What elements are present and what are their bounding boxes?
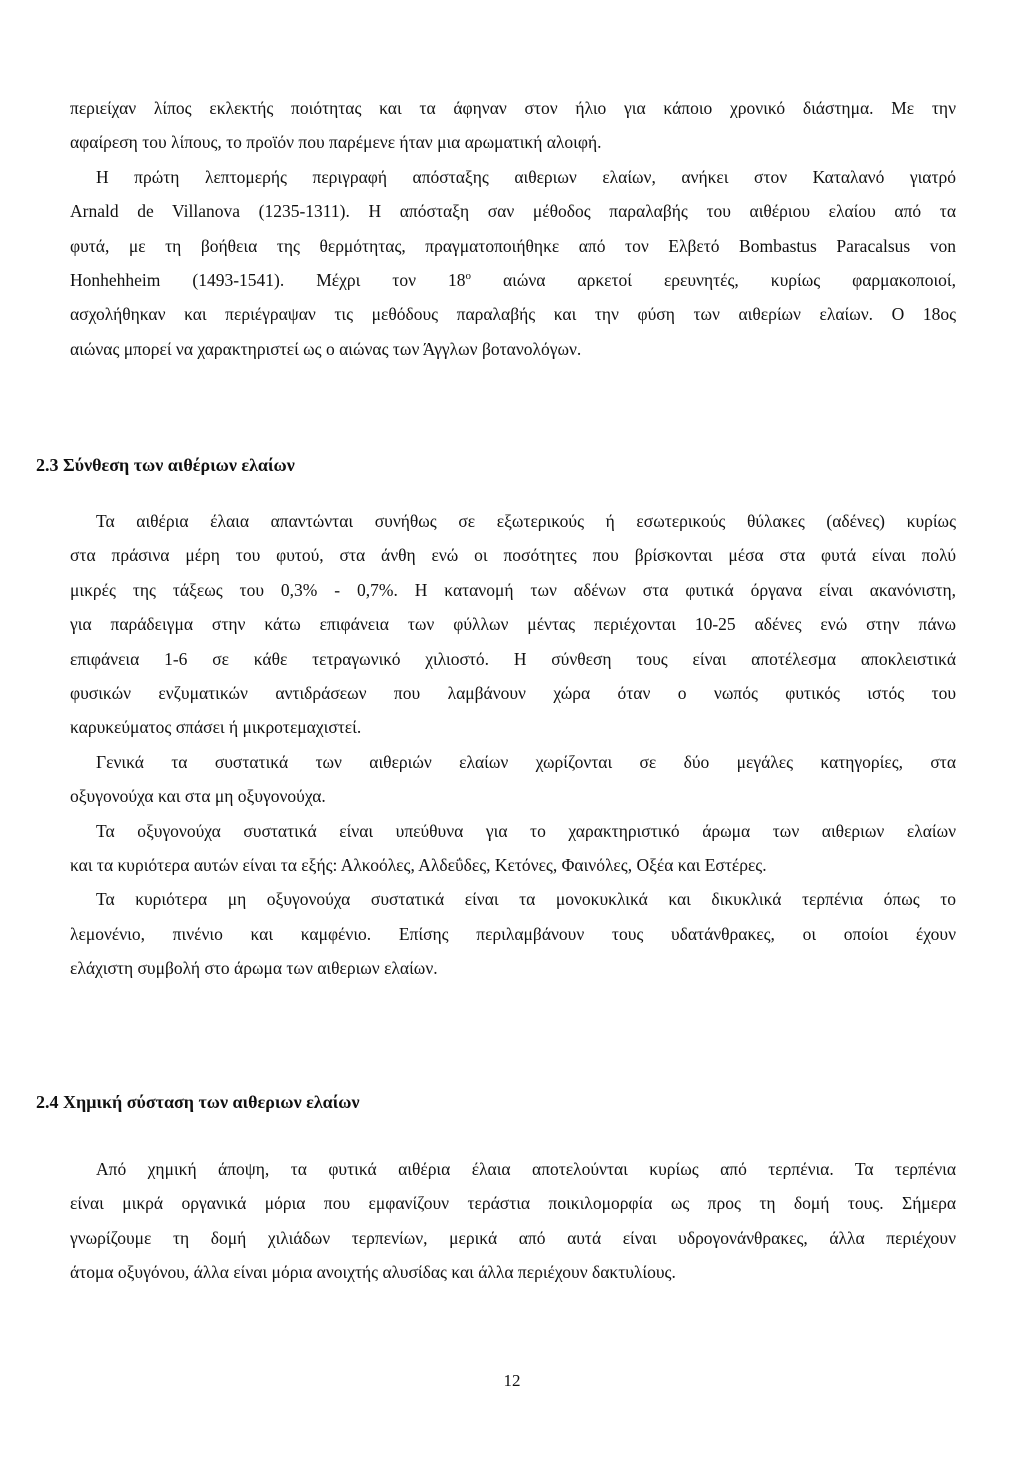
text-line: ελάχιστη συμβολή στο άρωμα των αιθεριων ελαίων. <box>70 958 438 979</box>
paragraph <box>70 814 956 883</box>
text-line: και τα κυριότερα αυτών είναι τα εξής: Αλκοόλες, Αλδεΰδες, Κετόνες, Φαινόλες, Οξέα και Εστέρες. <box>70 855 767 876</box>
text-line: περιείχαν λίπος εκλεκτής ποιότητας και τα άφηναν στον ήλιο για κάποιο χρονικό διάστημα. Με την <box>70 98 956 118</box>
section-2-4-body <box>70 1152 956 1290</box>
history-text <box>70 91 956 366</box>
text-line: Από χημική άποψη, τα φυτικά αιθέρια έλαια αποτελούνται κυρίως από τερπένια. Τα τερπένια <box>96 1159 956 1179</box>
section-heading-2-3: 2.3 Σύνθεση των αιθέριων ελαίων <box>36 455 295 475</box>
text-line: γνωρίζουμε τη δομή χιλιάδων τερπενίων, μερικά από αυτά είναι υδρογονάνθρακες, άλλα περιέχουν <box>70 1227 956 1248</box>
text-line: ασχολήθηκαν και περιέγραψαν τις μεθόδους παραλαβής και την φύση των αιθερίων ελαίων. Ο 18ος <box>70 304 956 325</box>
text-line: επιφάνεια 1-6 σε κάθε τετραγωνικό χιλιοστό. Η σύνθεση τους είναι αποτέλεσμα αποκλειστικά <box>70 648 956 669</box>
text-line: στα πράσινα μέρη του φυτού, στα άνθη ενώ οι ποσότητες που βρίσκονται μέσα στα φυτά είναι πολύ <box>70 545 956 566</box>
text-fragment: Honhehheim (1493-1541). Μέχρι τον 18 <box>70 270 466 291</box>
page-number: 12 <box>503 1371 521 1390</box>
paragraph <box>70 882 956 985</box>
text-line: αφαίρεση του λίπους, το προϊόν που παρέμενε ήταν μια αρωματική αλοιφή. <box>70 132 602 153</box>
text-line: Γενικά τα συστατικά των αιθεριών ελαίων χωρίζονται σε δύο μεγάλες κατηγορίες, στα <box>96 751 956 772</box>
text-line: άτομα οξυγόνου, άλλα είναι μόρια ανοιχτής αλυσίδας και άλλα περιέχουν δακτυλίους. <box>70 1262 676 1283</box>
text-line <box>70 263 956 297</box>
text-line: Arnald de Villanova (1235-1311). Η απόσταξη σαν μέθοδος παραλαβής του αιθέριου ελαίου από τα <box>70 201 956 222</box>
text-line: Η πρώτη λεπτομερής περιγραφή απόσταξης αιθεριων ελαίων, ανήκει στον Καταλανό γιατρό <box>96 166 956 187</box>
text-line: Τα αιθέρια έλαια απαντώνται συνήθως σε εξωτερικούς ή εσωτερικούς θύλακες (αδένες) κυρίως <box>96 511 956 531</box>
text-line: Τα οξυγονούχα συστατικά είναι υπεύθυνα για το χαρακτηριστικό άρωμα των αιθεριων ελαίων <box>96 820 956 841</box>
paragraph <box>70 504 956 745</box>
intro-paragraph <box>70 91 956 366</box>
paragraph <box>70 745 956 814</box>
text-line: για παράδειγμα στην κάτω επιφάνεια των φύλλων μέντας περιέχονται 10-25 αδένες ενώ στην πάνω <box>70 614 956 635</box>
text-line: αιώνας μπορεί να χαρακτηριστεί ως ο αιώνας των Άγγλων βοτανολόγων. <box>70 338 582 359</box>
text-line: οξυγονούχα και στα μη οξυγονούχα. <box>70 786 326 807</box>
text-fragment: αιώνα αρκετοί ερευνητές, κυρίως φαρμακοποιοί, <box>470 270 956 291</box>
text-line: μικρές της τάξεως του 0,3% - 0,7%. Η κατανομή των αδένων στα φυτικά όργανα είναι ακανόνιστη, <box>70 579 956 600</box>
text-line: Τα κυριότερα μη οξυγονούχα συστατικά είναι τα μονοκυκλικά και δικυκλικά τερπένια όπως το <box>96 889 956 910</box>
section-2-3-body <box>70 504 956 986</box>
text-line: καρυκεύματος σπάσει ή μικροτεμαχιστεί. <box>70 717 362 738</box>
superscript: ο <box>465 270 471 283</box>
text-line: λεμονένιο, πινένιο και καμφένιο. Επίσης περιλαμβάνουν τους υδατάνθρακες, οι οποίοι έχουν <box>70 923 956 944</box>
section-heading-2-4: 2.4 Χημική σύσταση των αιθεριων ελαίων <box>36 1092 360 1112</box>
paragraph <box>70 1152 956 1290</box>
text-line: είναι μικρά οργανικά μόρια που εμφανίζουν τεράστια ποικιλομορφία ως προς τη δομή τους. Σήμερα <box>70 1193 956 1214</box>
text-line: φυσικών ενζυματικών αντιδράσεων που λαμβάνουν χώρα όταν ο νωπός φυτικός ιστός του <box>70 683 956 704</box>
text-line: φυτά, με τη βοήθεια της θερμότητας, πραγματοποιήθηκε από τον Ελβετό Bombastus Paracalsus von <box>70 235 956 256</box>
